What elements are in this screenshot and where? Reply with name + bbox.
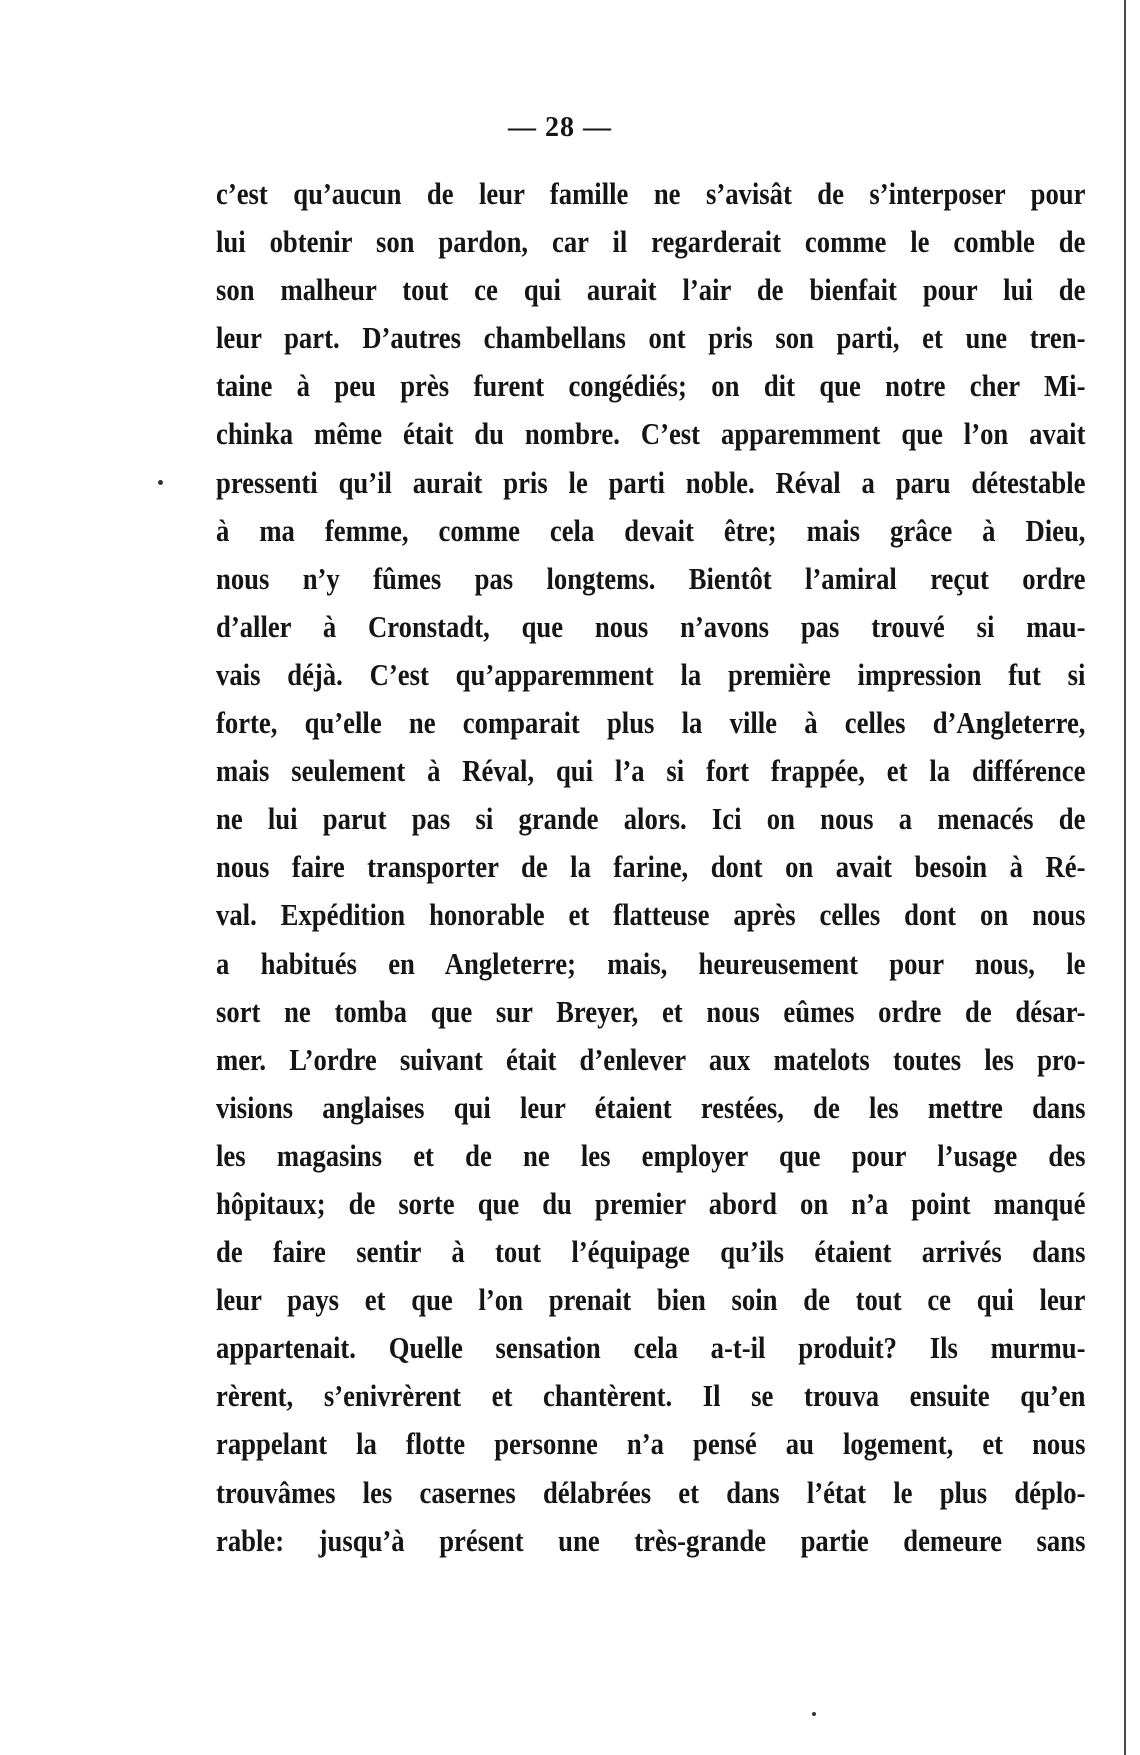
text-line: rèrent, s’enivrèrent et chantèrent. Il se trouva ensuite qu’en (216, 1378, 1086, 1414)
text-line: son malheur tout ce qui aurait l’air de bienfait pour lui de (216, 272, 1086, 308)
text-line: mais seulement à Réval, qui l’a si fort frappée, et la différence (216, 753, 1086, 789)
text-line: a habitués en Angleterre; mais, heureusement pour nous, le (216, 945, 1086, 981)
page-edge-rule (1124, 0, 1126, 1755)
text-line: d’aller à Cronstadt, que nous n’avons pas trouvé si mau- (216, 608, 1086, 644)
text-line: leur part. D’autres chambellans ont pris son parti, et une tren- (216, 320, 1086, 356)
text-line: rappelant la flotte personne n’a pensé au logement, et nous (216, 1426, 1086, 1462)
text-line: chinka même était du nombre. C’est apparemment que l’on avait (216, 416, 1086, 452)
text-line: c’est qu’aucun de leur famille ne s’avisât de s’interposer pour (216, 176, 1086, 211)
text-line: nous faire transporter de la farine, dont on avait besoin à Ré- (216, 849, 1086, 885)
text-line: lui obtenir son pardon, car il regarderait comme le comble de (216, 224, 1086, 260)
text-line: leur pays et que l’on prenait bien soin de tout ce qui leur (216, 1282, 1086, 1318)
text-line: hôpitaux; de sorte que du premier abord on n’a point manqué (216, 1185, 1086, 1221)
text-line: trouvâmes les casernes délabrées et dans l’état le plus déplo- (216, 1474, 1086, 1510)
page-number-header: — 28 — (508, 112, 612, 143)
text-line: rable: jusqu’à présent une très-grande partie demeure sans (216, 1522, 1086, 1558)
body-text (216, 170, 1086, 1565)
text-line: vais déjà. C’est qu’apparemment la première impression fut si (216, 656, 1086, 692)
text-line: forte, qu’elle ne comparait plus la ville à celles d’Angleterre, (216, 705, 1086, 741)
text-line: pressenti qu’il aurait pris le parti noble. Réval a paru détestable (216, 464, 1086, 500)
text-line: nous n’y fûmes pas longtems. Bientôt l’amiral reçut ordre (216, 560, 1086, 596)
text-line: val. Expédition honorable et flatteuse après celles dont on nous (216, 897, 1086, 933)
ink-speck (158, 480, 163, 485)
text-line: les magasins et de ne les employer que pour l’usage des (216, 1137, 1086, 1173)
text-line: visions anglaises qui leur étaient restées, de les mettre dans (216, 1089, 1086, 1125)
ink-speck (812, 1712, 816, 1716)
text-line: appartenait. Quelle sensation cela a-t-il produit? Ils murmu- (216, 1330, 1086, 1366)
text-line: sort ne tomba que sur Breyer, et nous eûmes ordre de désar- (216, 993, 1086, 1029)
text-line: taine à peu près furent congédiés; on dit que notre cher Mi- (216, 368, 1086, 404)
text-line: mer. L’ordre suivant était d’enlever aux matelots toutes les pro- (216, 1041, 1086, 1077)
text-line: ne lui parut pas si grande alors. Ici on nous a menacés de (216, 801, 1086, 837)
text-line: de faire sentir à tout l’équipage qu’ils étaient arrivés dans (216, 1234, 1086, 1270)
text-line: à ma femme, comme cela devait être; mais grâce à Dieu, (216, 512, 1086, 548)
